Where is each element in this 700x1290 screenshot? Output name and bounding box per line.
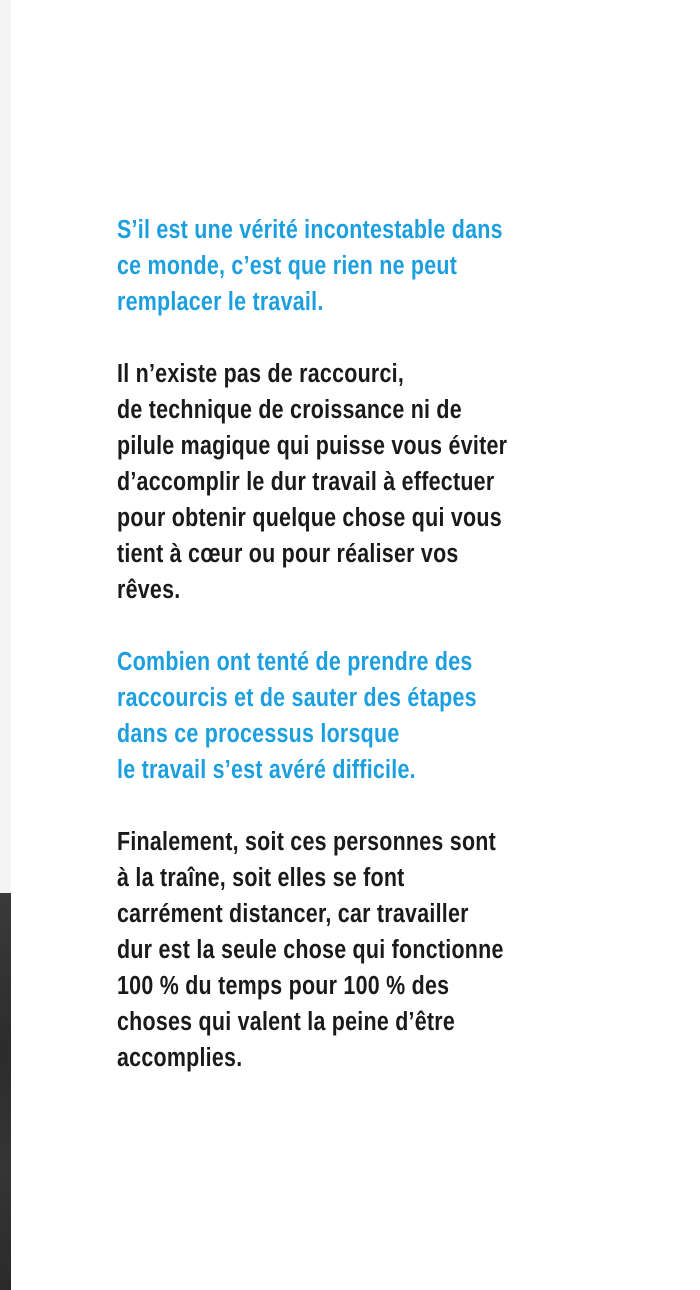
text-line: d’accomplir le dur travail à effectuer	[117, 468, 495, 496]
text-line: S’il est une vérité incontestable dans	[117, 216, 503, 244]
paragraph-2	[117, 356, 700, 608]
text-line: pilule magique qui puisse vous éviter	[117, 432, 508, 460]
text-line: raccourcis et de sauter des étapes	[117, 684, 477, 712]
paragraph-3	[117, 644, 700, 788]
text-line: choses qui valent la peine d’être	[117, 1008, 456, 1036]
text-line: remplacer le travail.	[117, 288, 324, 316]
text-line: pour obtenir quelque chose qui vous	[117, 504, 502, 532]
text-line: Il n’existe pas de raccourci,	[117, 360, 405, 388]
paragraph-4	[117, 824, 700, 1076]
text-line: carrément distancer, car travailler	[117, 900, 469, 928]
text-line: ce monde, c’est que rien ne peut	[117, 252, 458, 280]
paragraph-1	[117, 212, 700, 320]
text-line: dur est la seule chose qui fonctionne	[117, 936, 504, 964]
page-edge-margin	[0, 0, 11, 895]
text-line: rêves.	[117, 576, 181, 604]
body-text	[117, 212, 700, 1112]
text-line: le travail s’est avéré difficile.	[117, 756, 416, 784]
text-line: de technique de croissance ni de	[117, 396, 462, 424]
adjacent-page-photo-edge	[0, 893, 11, 1290]
text-line: à la traîne, soit elles se font	[117, 864, 405, 892]
text-line: tient à cœur ou pour réaliser vos	[117, 540, 459, 568]
text-line: Finalement, soit ces personnes sont	[117, 828, 497, 856]
text-line: dans ce processus lorsque	[117, 720, 400, 748]
text-line: 100 % du temps pour 100 % des	[117, 972, 450, 1000]
text-line: accomplies.	[117, 1044, 243, 1072]
text-line: Combien ont tenté de prendre des	[117, 648, 473, 676]
